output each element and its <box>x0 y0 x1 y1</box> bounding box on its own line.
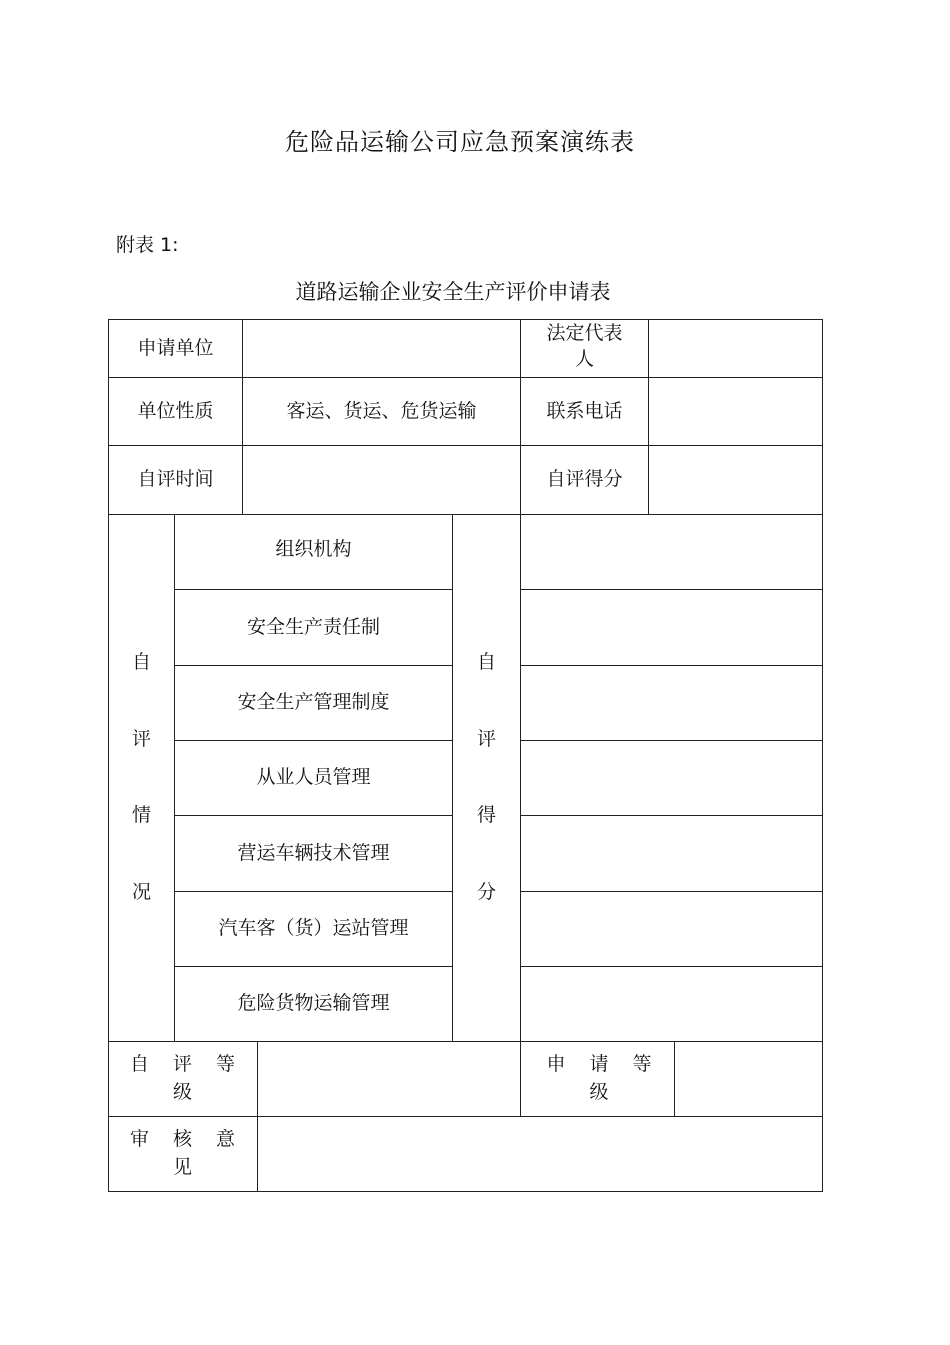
item-station-management: 汽车客（货）运站管理 <box>218 917 409 940</box>
form-title: 道路运输企业安全生产评价申请表 <box>295 280 611 304</box>
applicant-field[interactable] <box>243 320 520 377</box>
situation-char: 况 <box>131 880 151 903</box>
score-cell-safety-management-rules[interactable] <box>521 666 822 740</box>
unit-nature-value[interactable]: 客运、货运、危货运输 <box>286 399 477 422</box>
score-cell-dangerous-goods-management[interactable] <box>521 967 822 1041</box>
item-vehicle-technical-management: 营运车辆技术管理 <box>237 841 390 864</box>
item-safety-responsibility: 安全生产责任制 <box>246 615 380 638</box>
appendix-label: 附表 1: <box>116 234 179 256</box>
score-cell-station-management[interactable] <box>521 892 822 966</box>
self-eval-situation-label <box>109 515 174 1041</box>
document-title: 危险品运输公司应急预案演练表 <box>285 128 635 156</box>
item-staff-management: 从业人员管理 <box>256 766 371 789</box>
self-grade-label: 自 评 等 级 <box>129 1053 245 1103</box>
legal-representative-label-line1: 法定代表 <box>546 321 623 344</box>
apply-grade-label: 申 请 等 级 <box>546 1053 661 1103</box>
score-char: 分 <box>476 880 496 903</box>
situation-char: 自 <box>131 651 151 674</box>
self-eval-time-field[interactable] <box>243 446 520 514</box>
score-cell-safety-responsibility[interactable] <box>521 590 822 665</box>
situation-char: 情 <box>131 804 151 827</box>
situation-char: 评 <box>131 727 151 750</box>
phone-label: 联系电话 <box>546 399 623 422</box>
review-opinion-label: 审 核 意 见 <box>129 1128 245 1178</box>
unit-nature-label: 单位性质 <box>137 399 214 422</box>
score-char: 评 <box>476 727 496 750</box>
applicant-label: 申请单位 <box>137 336 214 359</box>
self-eval-score-vertical-label <box>453 515 520 1041</box>
review-opinion-field[interactable] <box>258 1117 822 1191</box>
score-cell-vehicle-technical-management[interactable] <box>521 816 822 891</box>
phone-field[interactable] <box>649 378 822 445</box>
self-eval-score-field[interactable] <box>649 446 822 514</box>
item-dangerous-goods-management: 危险货物运输管理 <box>237 992 390 1015</box>
item-organization: 组织机构 <box>275 538 352 561</box>
legal-representative-label-line2: 人 <box>574 347 594 370</box>
evaluation-application-form <box>108 319 823 1192</box>
self-grade-field[interactable] <box>258 1042 520 1116</box>
self-eval-time-label: 自评时间 <box>137 468 214 491</box>
legal-representative-label <box>521 316 648 377</box>
item-safety-management-rules: 安全生产管理制度 <box>237 691 390 714</box>
apply-grade-field[interactable] <box>675 1042 822 1116</box>
legal-representative-field[interactable] <box>649 320 822 377</box>
self-eval-score-label: 自评得分 <box>546 468 623 491</box>
score-char: 自 <box>476 651 496 674</box>
score-char: 得 <box>476 804 496 827</box>
score-cell-staff-management[interactable] <box>521 741 822 815</box>
score-cell-organization[interactable] <box>521 515 822 589</box>
